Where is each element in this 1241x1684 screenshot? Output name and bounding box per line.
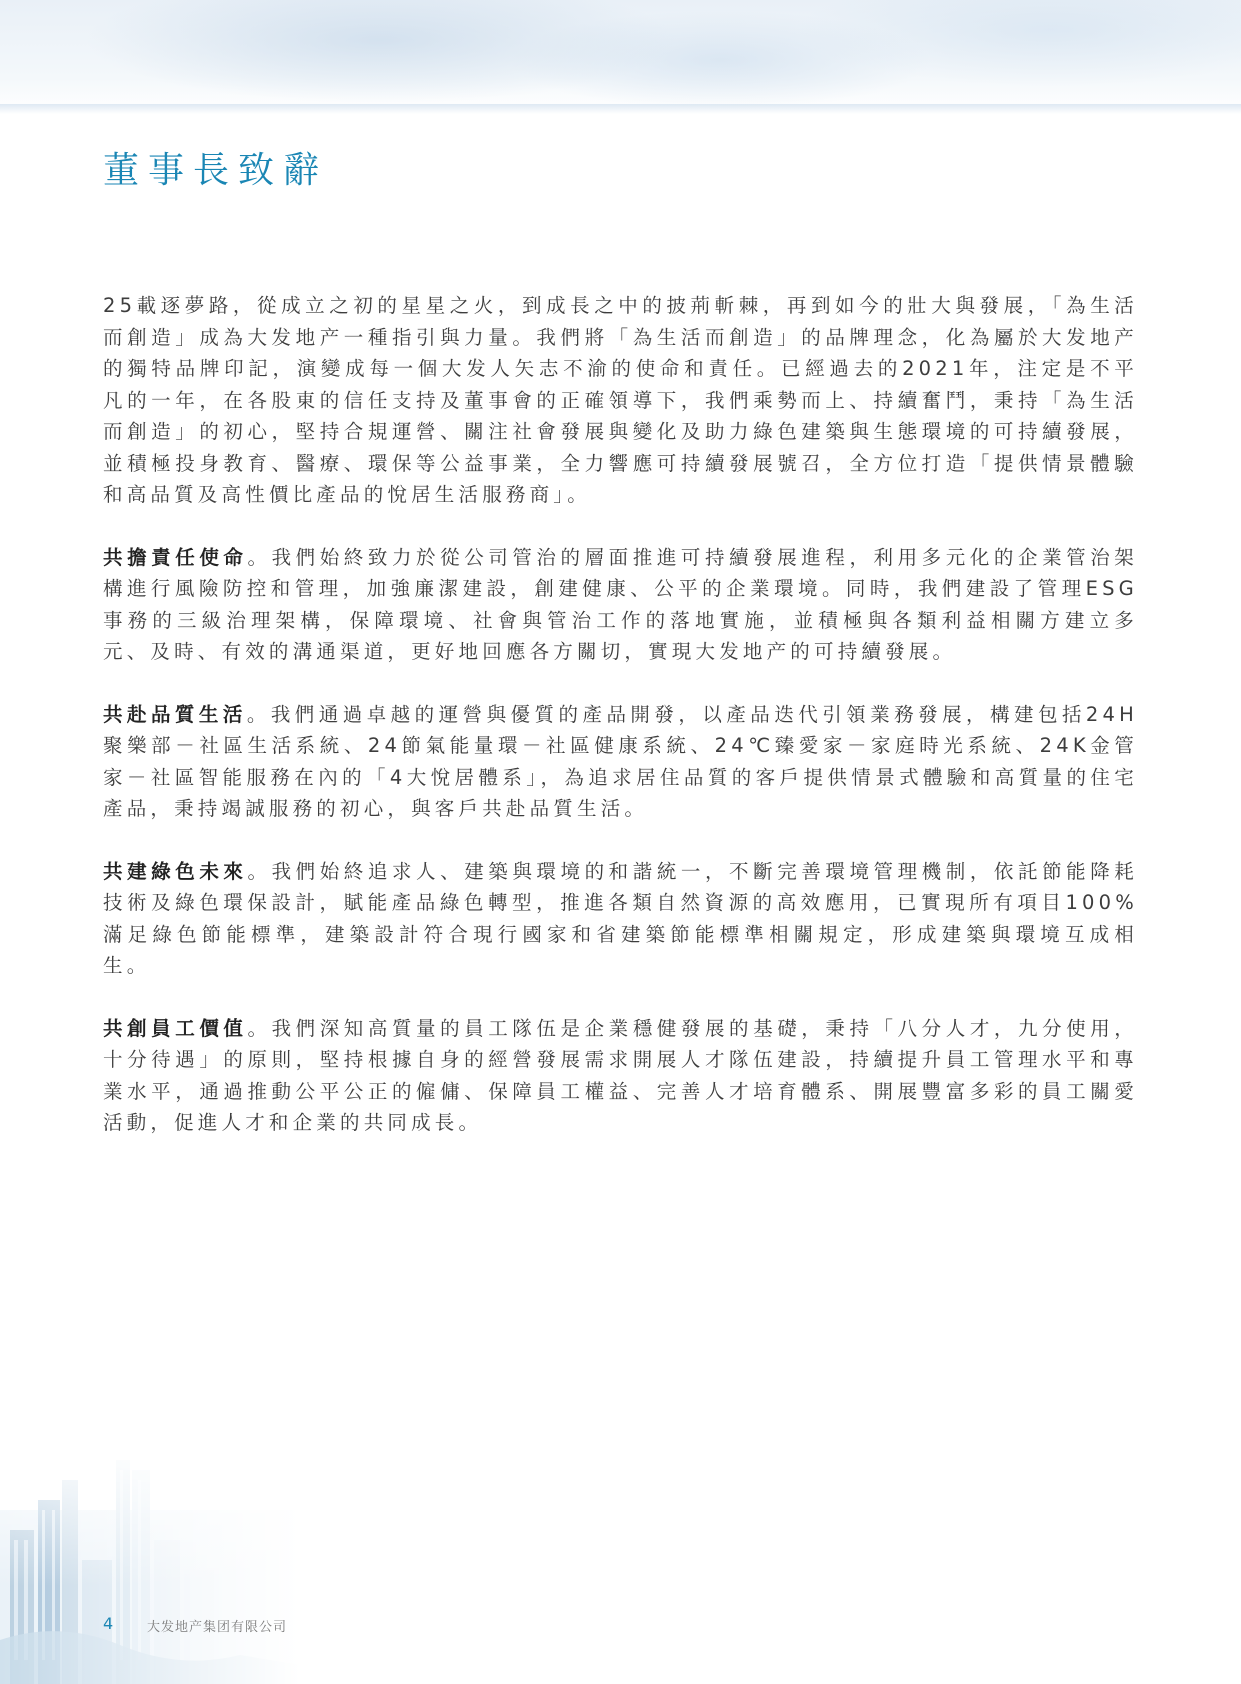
responsibility-paragraph (103, 542, 1138, 668)
green-future-text: 。我們始終追求人、建築與環境的和諧統一，不斷完善環境管理機制，依託節能降耗技術及綠色環保設計，賦能產品綠色轉型，推進各類自然資源的高效應用，已實現所有項目100%滿足綠色節能標準，建築設計符合現行國家和省建築節能標準相關規定，形成建築與環境互成相生。 (103, 859, 1139, 977)
responsibility-text: 。我們始終致力於從公司管治的層面推進可持續發展進程，利用多元化的企業管治架構進行風險防控和管理，加強廉潔建設，創建健康、公平的企業環境。同時，我們建設了管理ESG事務的三級治理架構，保障環境、社會與管治工作的落地實施，並積極與各類利益相關方建立多元、及時、有效的溝通渠道，更好地回應各方關切，實現大发地产的可持續發展。 (103, 545, 1139, 663)
intro-text: 25載逐夢路，從成立之初的星星之火，到成長之中的披荊斬棘，再到如今的壯大與發展，「為生活而創造」成為大发地产一種指引與力量。我們將「為生活而創造」的品牌理念，化為屬於大发地产的獨特品牌印記，演變成每一個大发人矢志不渝的使命和責任。已經過去的2021年，注定是不平凡的一年，在各股東的信任支持及董事會的正確領導下，我們乘勢而上、持續奮鬥，秉持「為生活而創造」的初心，堅持合規運營、關注社會發展與變化及助力綠色建築與生態環境的可持續發展，並積極投身教育、醫療、環保等公益事業，全力響應可持續發展號召，全方位打造「提供情景體驗和高品質及高性價比產品的悅居生活服務商」。 (103, 294, 1138, 506)
page-title: 董事長致辭 (103, 150, 329, 191)
employee-value-paragraph (103, 1013, 1138, 1139)
footer-company-name: 大发地产集团有限公司 (147, 1620, 288, 1635)
green-future-paragraph (103, 856, 1138, 982)
quality-life-text: 。我們通過卓越的運營與優質的產品開發，以產品迭代引領業務發展，構建包括24H聚樂部－社區生活系統、24節氣能量環－社區健康系統、24℃臻愛家－家庭時光系統、24K金管家－社區智能服務在內的「4大悅居體系」，為追求居住品質的客戶提供情景式體驗和高質量的住宅產品，秉持竭誠服務的初心，與客戶共赴品質生活。 (103, 702, 1138, 820)
green-future-heading: 共建綠色未來 (103, 859, 248, 883)
responsibility-heading: 共擔責任使命 (103, 545, 248, 569)
header-divider (0, 104, 1241, 114)
employee-value-text: 。我們深知高質量的員工隊伍是企業穩健發展的基礎，秉持「八分人才，九分使用，十分待遇」的原則，堅持根據自身的經營發展需求開展人才隊伍建設，持續提升員工管理水平和專業水平，通過推動公平公正的僱傭、保障員工權益、完善人才培育體系、開展豐富多彩的員工關愛活動，促進人才和企業的共同成長。 (103, 1016, 1139, 1134)
employee-value-heading: 共創員工價值 (103, 1016, 248, 1040)
letter-body (103, 290, 1138, 1170)
header-sky-banner (0, 0, 1241, 112)
quality-life-heading: 共赴品質生活 (103, 702, 247, 726)
intro-paragraph (103, 290, 1138, 511)
city-skyline-illustration (0, 1440, 300, 1684)
quality-life-paragraph (103, 699, 1138, 825)
page-number: 4 (103, 1614, 114, 1633)
